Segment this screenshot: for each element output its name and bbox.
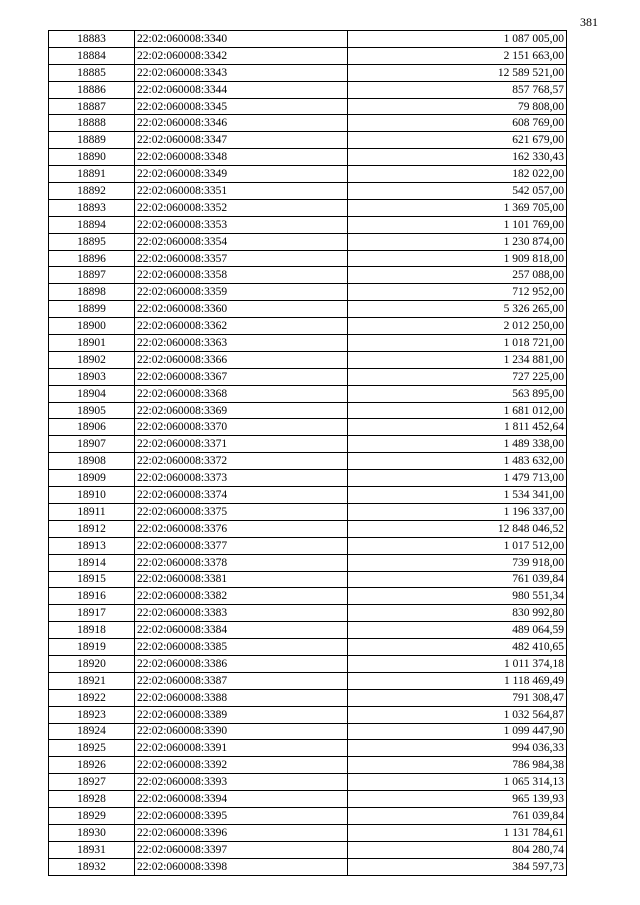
table-row	[49, 605, 567, 622]
value-cell: 162 330,43	[348, 149, 567, 166]
table-row	[49, 199, 567, 216]
table-row	[49, 64, 567, 81]
value-cell: 830 992,80	[348, 605, 567, 622]
cadastral-number-cell: 22:02:060008:3369	[135, 402, 348, 419]
row-number-cell: 18905	[49, 402, 135, 419]
cadastral-number-cell: 22:02:060008:3359	[135, 284, 348, 301]
row-number-cell: 18920	[49, 655, 135, 672]
row-number-cell: 18887	[49, 98, 135, 115]
value-cell: 384 597,73	[348, 858, 567, 875]
cadastral-number-cell: 22:02:060008:3363	[135, 335, 348, 352]
cadastral-number-cell: 22:02:060008:3384	[135, 622, 348, 639]
value-cell: 482 410,65	[348, 639, 567, 656]
value-cell: 791 308,47	[348, 689, 567, 706]
row-number-cell: 18886	[49, 81, 135, 98]
value-cell: 563 895,00	[348, 385, 567, 402]
cadastral-number-cell: 22:02:060008:3396	[135, 824, 348, 841]
value-cell: 5 326 265,00	[348, 301, 567, 318]
row-number-cell: 18902	[49, 351, 135, 368]
table-row	[49, 81, 567, 98]
table-row	[49, 436, 567, 453]
value-cell: 1 011 374,18	[348, 655, 567, 672]
row-number-cell: 18885	[49, 64, 135, 81]
row-number-cell: 18891	[49, 166, 135, 183]
table-row	[49, 166, 567, 183]
table-row	[49, 47, 567, 64]
row-number-cell: 18911	[49, 503, 135, 520]
table-row	[49, 31, 567, 48]
table-row	[49, 402, 567, 419]
cadastral-number-cell: 22:02:060008:3390	[135, 723, 348, 740]
row-number-cell: 18904	[49, 385, 135, 402]
value-cell: 1 489 338,00	[348, 436, 567, 453]
row-number-cell: 18907	[49, 436, 135, 453]
row-number-cell: 18929	[49, 807, 135, 824]
value-cell: 1 101 769,00	[348, 216, 567, 233]
value-cell: 712 952,00	[348, 284, 567, 301]
table-row	[49, 419, 567, 436]
row-number-cell: 18917	[49, 605, 135, 622]
table-row	[49, 807, 567, 824]
cadastral-number-cell: 22:02:060008:3368	[135, 385, 348, 402]
value-cell: 1 230 874,00	[348, 233, 567, 250]
row-number-cell: 18930	[49, 824, 135, 841]
cadastral-number-cell: 22:02:060008:3353	[135, 216, 348, 233]
row-number-cell: 18897	[49, 267, 135, 284]
value-cell: 1 118 469,49	[348, 672, 567, 689]
value-cell: 542 057,00	[348, 183, 567, 200]
cadastral-number-cell: 22:02:060008:3377	[135, 537, 348, 554]
table-row	[49, 571, 567, 588]
cadastral-number-cell: 22:02:060008:3374	[135, 487, 348, 504]
value-cell: 1 087 005,00	[348, 31, 567, 48]
table-row	[49, 368, 567, 385]
row-number-cell: 18921	[49, 672, 135, 689]
value-cell: 1 017 512,00	[348, 537, 567, 554]
table-row	[49, 385, 567, 402]
table-row	[49, 791, 567, 808]
row-number-cell: 18893	[49, 199, 135, 216]
value-cell: 804 280,74	[348, 841, 567, 858]
value-cell: 1 811 452,64	[348, 419, 567, 436]
row-number-cell: 18918	[49, 622, 135, 639]
value-cell: 761 039,84	[348, 571, 567, 588]
value-cell: 1 369 705,00	[348, 199, 567, 216]
cadastral-table	[48, 30, 567, 876]
cadastral-number-cell: 22:02:060008:3367	[135, 368, 348, 385]
value-cell: 857 768,57	[348, 81, 567, 98]
table-row	[49, 672, 567, 689]
cadastral-number-cell: 22:02:060008:3392	[135, 757, 348, 774]
table-row	[49, 318, 567, 335]
cadastral-number-cell: 22:02:060008:3382	[135, 588, 348, 605]
row-number-cell: 18906	[49, 419, 135, 436]
value-cell: 786 984,38	[348, 757, 567, 774]
table-row	[49, 470, 567, 487]
value-cell: 739 918,00	[348, 554, 567, 571]
value-cell: 980 551,34	[348, 588, 567, 605]
page-number: 381	[580, 15, 598, 29]
row-number-cell: 18927	[49, 774, 135, 791]
table-row	[49, 149, 567, 166]
cadastral-number-cell: 22:02:060008:3391	[135, 740, 348, 757]
value-cell: 1 909 818,00	[348, 250, 567, 267]
table-row	[49, 250, 567, 267]
cadastral-number-cell: 22:02:060008:3387	[135, 672, 348, 689]
cadastral-number-cell: 22:02:060008:3351	[135, 183, 348, 200]
cadastral-number-cell: 22:02:060008:3376	[135, 520, 348, 537]
value-cell: 2 012 250,00	[348, 318, 567, 335]
table-body	[49, 31, 567, 876]
value-cell: 2 151 663,00	[348, 47, 567, 64]
table-row	[49, 233, 567, 250]
row-number-cell: 18910	[49, 487, 135, 504]
row-number-cell: 18899	[49, 301, 135, 318]
cadastral-number-cell: 22:02:060008:3383	[135, 605, 348, 622]
row-number-cell: 18923	[49, 706, 135, 723]
row-number-cell: 18903	[49, 368, 135, 385]
row-number-cell: 18900	[49, 318, 135, 335]
table-row	[49, 841, 567, 858]
table-row	[49, 216, 567, 233]
cadastral-number-cell: 22:02:060008:3370	[135, 419, 348, 436]
value-cell: 1 032 564,87	[348, 706, 567, 723]
cadastral-number-cell: 22:02:060008:3398	[135, 858, 348, 875]
value-cell: 621 679,00	[348, 132, 567, 149]
cadastral-number-cell: 22:02:060008:3393	[135, 774, 348, 791]
row-number-cell: 18888	[49, 115, 135, 132]
cadastral-number-cell: 22:02:060008:3360	[135, 301, 348, 318]
table-row	[49, 335, 567, 352]
value-cell: 1 234 881,00	[348, 351, 567, 368]
value-cell: 489 064,59	[348, 622, 567, 639]
row-number-cell: 18895	[49, 233, 135, 250]
row-number-cell: 18889	[49, 132, 135, 149]
cadastral-number-cell: 22:02:060008:3389	[135, 706, 348, 723]
table-row	[49, 639, 567, 656]
value-cell: 1 196 337,00	[348, 503, 567, 520]
row-number-cell: 18898	[49, 284, 135, 301]
value-cell: 1 018 721,00	[348, 335, 567, 352]
value-cell: 965 139,93	[348, 791, 567, 808]
row-number-cell: 18884	[49, 47, 135, 64]
table-row	[49, 351, 567, 368]
row-number-cell: 18919	[49, 639, 135, 656]
table-row	[49, 520, 567, 537]
cadastral-number-cell: 22:02:060008:3347	[135, 132, 348, 149]
row-number-cell: 18894	[49, 216, 135, 233]
table-row	[49, 554, 567, 571]
row-number-cell: 18931	[49, 841, 135, 858]
value-cell: 182 022,00	[348, 166, 567, 183]
table-row	[49, 757, 567, 774]
row-number-cell: 18928	[49, 791, 135, 808]
cadastral-number-cell: 22:02:060008:3373	[135, 470, 348, 487]
table-row	[49, 267, 567, 284]
row-number-cell: 18908	[49, 453, 135, 470]
cadastral-number-cell: 22:02:060008:3378	[135, 554, 348, 571]
value-cell: 1 099 447,90	[348, 723, 567, 740]
row-number-cell: 18926	[49, 757, 135, 774]
table-row	[49, 774, 567, 791]
cadastral-number-cell: 22:02:060008:3342	[135, 47, 348, 64]
cadastral-number-cell: 22:02:060008:3354	[135, 233, 348, 250]
table-row	[49, 706, 567, 723]
table-row	[49, 98, 567, 115]
table-row	[49, 115, 567, 132]
value-cell: 608 769,00	[348, 115, 567, 132]
value-cell: 1 681 012,00	[348, 402, 567, 419]
cadastral-number-cell: 22:02:060008:3346	[135, 115, 348, 132]
cadastral-number-cell: 22:02:060008:3394	[135, 791, 348, 808]
table-row	[49, 132, 567, 149]
value-cell: 1 483 632,00	[348, 453, 567, 470]
cadastral-number-cell: 22:02:060008:3386	[135, 655, 348, 672]
cadastral-number-cell: 22:02:060008:3395	[135, 807, 348, 824]
value-cell: 1 534 341,00	[348, 487, 567, 504]
table-row	[49, 284, 567, 301]
table-row	[49, 824, 567, 841]
table-row	[49, 689, 567, 706]
cadastral-number-cell: 22:02:060008:3349	[135, 166, 348, 183]
row-number-cell: 18892	[49, 183, 135, 200]
table-row	[49, 301, 567, 318]
row-number-cell: 18909	[49, 470, 135, 487]
cadastral-number-cell: 22:02:060008:3352	[135, 199, 348, 216]
table-row	[49, 537, 567, 554]
row-number-cell: 18922	[49, 689, 135, 706]
value-cell: 727 225,00	[348, 368, 567, 385]
cadastral-number-cell: 22:02:060008:3344	[135, 81, 348, 98]
cadastral-number-cell: 22:02:060008:3340	[135, 31, 348, 48]
value-cell: 1 479 713,00	[348, 470, 567, 487]
value-cell: 1 065 314,13	[348, 774, 567, 791]
row-number-cell: 18924	[49, 723, 135, 740]
table-row	[49, 183, 567, 200]
row-number-cell: 18896	[49, 250, 135, 267]
cadastral-number-cell: 22:02:060008:3372	[135, 453, 348, 470]
row-number-cell: 18901	[49, 335, 135, 352]
cadastral-number-cell: 22:02:060008:3388	[135, 689, 348, 706]
value-cell: 12 848 046,52	[348, 520, 567, 537]
cadastral-number-cell: 22:02:060008:3358	[135, 267, 348, 284]
table-row	[49, 622, 567, 639]
row-number-cell: 18912	[49, 520, 135, 537]
value-cell: 12 589 521,00	[348, 64, 567, 81]
value-cell: 79 808,00	[348, 98, 567, 115]
cadastral-number-cell: 22:02:060008:3343	[135, 64, 348, 81]
value-cell: 994 036,33	[348, 740, 567, 757]
cadastral-number-cell: 22:02:060008:3381	[135, 571, 348, 588]
row-number-cell: 18932	[49, 858, 135, 875]
cadastral-number-cell: 22:02:060008:3357	[135, 250, 348, 267]
table-row	[49, 723, 567, 740]
value-cell: 257 088,00	[348, 267, 567, 284]
row-number-cell: 18913	[49, 537, 135, 554]
table-row	[49, 588, 567, 605]
row-number-cell: 18914	[49, 554, 135, 571]
row-number-cell: 18883	[49, 31, 135, 48]
cadastral-number-cell: 22:02:060008:3345	[135, 98, 348, 115]
cadastral-number-cell: 22:02:060008:3375	[135, 503, 348, 520]
value-cell: 761 039,84	[348, 807, 567, 824]
cadastral-number-cell: 22:02:060008:3385	[135, 639, 348, 656]
table-row	[49, 503, 567, 520]
value-cell: 1 131 784,61	[348, 824, 567, 841]
cadastral-number-cell: 22:02:060008:3362	[135, 318, 348, 335]
row-number-cell: 18916	[49, 588, 135, 605]
table-row	[49, 487, 567, 504]
cadastral-number-cell: 22:02:060008:3371	[135, 436, 348, 453]
cadastral-number-cell: 22:02:060008:3366	[135, 351, 348, 368]
cadastral-number-cell: 22:02:060008:3397	[135, 841, 348, 858]
table-row	[49, 453, 567, 470]
table-row	[49, 655, 567, 672]
row-number-cell: 18915	[49, 571, 135, 588]
table-row	[49, 858, 567, 875]
row-number-cell: 18890	[49, 149, 135, 166]
table-row	[49, 740, 567, 757]
row-number-cell: 18925	[49, 740, 135, 757]
cadastral-number-cell: 22:02:060008:3348	[135, 149, 348, 166]
